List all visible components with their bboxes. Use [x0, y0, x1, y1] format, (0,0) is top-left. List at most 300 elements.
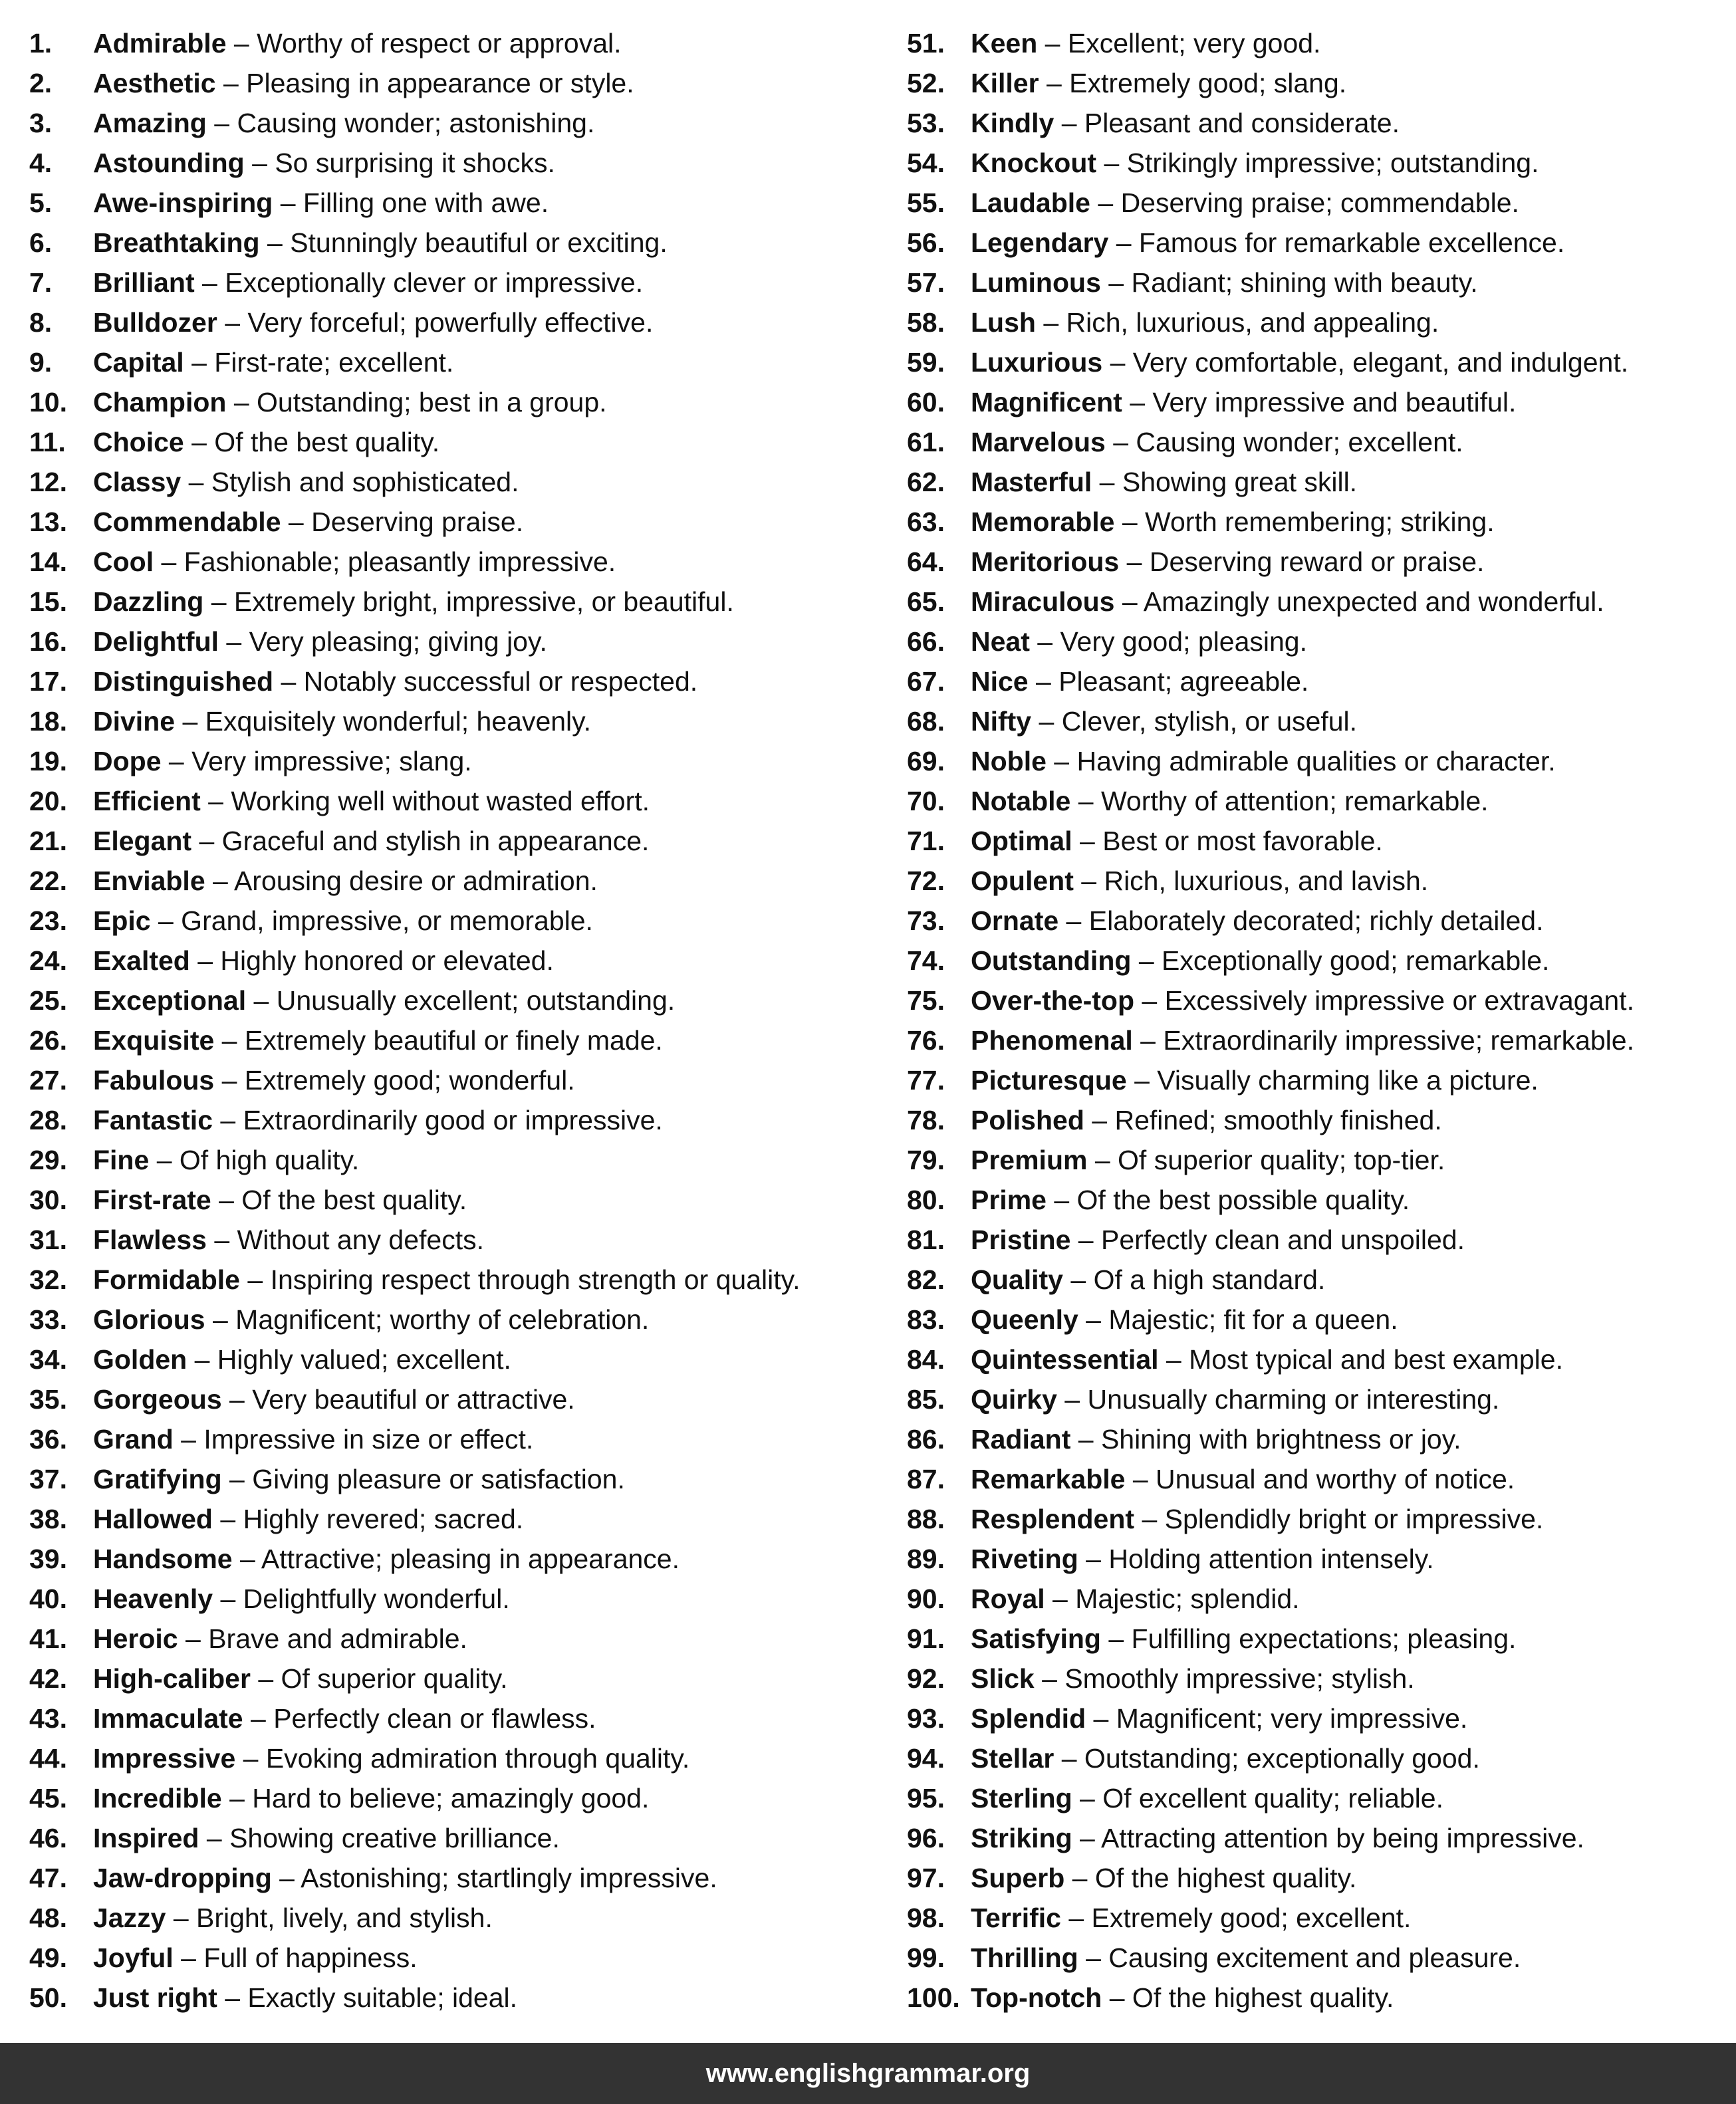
entry-text: [971, 302, 1439, 342]
entry-definition: – Exceptionally clever or impressive.: [194, 267, 644, 298]
entry-word: Fabulous: [93, 1065, 215, 1096]
list-item: [29, 701, 880, 741]
entry-text: [971, 1220, 1465, 1260]
entry-text: [971, 422, 1463, 462]
entry-word: Champion: [93, 387, 227, 417]
entry-number: 79.: [907, 1145, 945, 1175]
list-item: [29, 1020, 880, 1060]
entry-word: Optimal: [971, 826, 1072, 856]
entry-word: Pristine: [971, 1225, 1071, 1255]
entry-number: 42.: [29, 1663, 67, 1694]
entry-text: [93, 1818, 560, 1858]
entry-number: 10.: [29, 387, 67, 417]
entry-definition: – Hard to believe; amazingly good.: [221, 1783, 650, 1813]
entry-text: [971, 1459, 1515, 1499]
list-item: [29, 1220, 880, 1260]
entry-number: 97.: [907, 1863, 945, 1893]
entry-number: 5.: [29, 187, 53, 218]
entry-word: Incredible: [93, 1783, 222, 1813]
entry-text: [971, 1818, 1584, 1858]
entry-number: 17.: [29, 666, 67, 697]
entry-text: [93, 1180, 467, 1220]
entry-text: [93, 143, 555, 183]
entry-text: [93, 342, 453, 382]
entry-number: 72.: [907, 866, 945, 896]
entry-text: [93, 622, 547, 661]
entry-number: 56.: [907, 227, 945, 258]
entry-word: Notable: [971, 786, 1071, 816]
entry-definition: – Most typical and best example.: [1158, 1344, 1563, 1375]
list-item: [29, 1698, 880, 1738]
entry-definition: – Astonishing; startlingly impressive.: [271, 1863, 717, 1893]
entry-word: Top-notch: [971, 1982, 1102, 2013]
entry-definition: – Bright, lively, and stylish.: [166, 1903, 493, 1933]
entry-text: [971, 582, 1604, 622]
entry-definition: – Amazingly unexpected and wonderful.: [1114, 586, 1604, 617]
entry-definition: – Worth remembering; striking.: [1114, 507, 1495, 537]
list-item: [907, 1100, 1731, 1140]
entry-definition: – Fulfilling expectations; pleasing.: [1100, 1623, 1517, 1654]
entry-number: 64.: [907, 546, 945, 577]
entry-text: [971, 661, 1308, 701]
list-item: [29, 1539, 880, 1579]
entry-number: 65.: [907, 586, 945, 617]
entry-text: [971, 1020, 1634, 1060]
entry-number: 24.: [29, 945, 67, 976]
entry-number: 71.: [907, 826, 945, 856]
list-item: [29, 342, 880, 382]
entry-word: Miraculous: [971, 586, 1115, 617]
entry-definition: – Inspiring respect through strength or quality.: [239, 1264, 801, 1295]
list-item: [29, 143, 880, 183]
entry-word: Royal: [971, 1583, 1045, 1614]
list-item: [907, 901, 1731, 941]
entry-word: Thrilling: [971, 1942, 1078, 1973]
entry-number: 15.: [29, 586, 67, 617]
entry-text: [93, 502, 523, 542]
list-item: [29, 1778, 880, 1818]
entry-text: [971, 1300, 1398, 1340]
entry-word: Magnificent: [971, 387, 1122, 417]
entry-definition: – Outstanding; best in a group.: [226, 387, 607, 417]
entry-word: Grand: [93, 1424, 174, 1455]
entry-definition: – Notably successful or respected.: [273, 666, 698, 697]
list-item: [907, 302, 1731, 342]
entry-word: Brilliant: [93, 267, 195, 298]
entry-word: Outstanding: [971, 945, 1132, 976]
list-item: [29, 1898, 880, 1938]
entry-definition: – Of high quality.: [149, 1145, 360, 1175]
entry-text: [93, 23, 622, 63]
entry-number: 60.: [907, 387, 945, 417]
list-item: [907, 1619, 1731, 1659]
entry-number: 80.: [907, 1185, 945, 1215]
entry-word: Phenomenal: [971, 1025, 1133, 1056]
entry-word: Knockout: [971, 148, 1097, 178]
entry-number: 86.: [907, 1424, 945, 1455]
entry-number: 63.: [907, 507, 945, 537]
entry-definition: – Causing wonder; astonishing.: [206, 108, 595, 138]
entry-definition: – Filling one with awe.: [273, 187, 549, 218]
entry-number: 32.: [29, 1264, 67, 1295]
entry-word: Laudable: [971, 187, 1090, 218]
entry-definition: – Causing wonder; excellent.: [1105, 427, 1463, 457]
entry-number: 39.: [29, 1544, 67, 1574]
entry-word: Amazing: [93, 108, 207, 138]
entry-number: 83.: [907, 1304, 945, 1335]
list-item: [907, 1220, 1731, 1260]
entry-text: [971, 1738, 1480, 1778]
entry-text: [971, 63, 1346, 103]
entry-number: 90.: [907, 1583, 945, 1614]
entry-definition: – Magnificent; worthy of celebration.: [205, 1304, 650, 1335]
entry-number: 81.: [907, 1225, 945, 1255]
entry-definition: – Radiant; shining with beauty.: [1100, 267, 1478, 298]
entry-number: 12.: [29, 467, 67, 497]
entry-number: 75.: [907, 985, 945, 1016]
entry-number: 100.: [907, 1982, 960, 2013]
entry-text: [93, 1778, 649, 1818]
entry-number: 84.: [907, 1344, 945, 1375]
entry-word: Dope: [93, 746, 162, 776]
entry-number: 68.: [907, 706, 945, 737]
entry-word: Exalted: [93, 945, 190, 976]
entry-definition: – Very forceful; powerfully effective.: [217, 307, 654, 338]
word-list: [29, 23, 1718, 2018]
list-item: [29, 861, 880, 901]
list-item: [29, 422, 880, 462]
entry-number: 28.: [29, 1105, 67, 1135]
entry-text: [971, 941, 1549, 981]
entry-definition: – Highly revered; sacred.: [212, 1504, 524, 1534]
entry-word: Distinguished: [93, 666, 274, 697]
entry-number: 22.: [29, 866, 67, 896]
list-item: [29, 741, 880, 781]
entry-word: Prime: [971, 1185, 1047, 1215]
entry-number: 18.: [29, 706, 67, 737]
entry-definition: – Of superior quality; top-tier.: [1087, 1145, 1445, 1175]
entry-number: 55.: [907, 187, 945, 218]
entry-definition: – Rich, luxurious, and appealing.: [1035, 307, 1439, 338]
entry-number: 45.: [29, 1783, 67, 1813]
entry-definition: – Elaborately decorated; richly detailed.: [1058, 905, 1544, 936]
entry-number: 36.: [29, 1424, 67, 1455]
entry-text: [93, 1060, 575, 1100]
entry-text: [93, 821, 649, 861]
entry-text: [93, 1220, 484, 1260]
list-item: [29, 502, 880, 542]
entry-number: 59.: [907, 347, 945, 378]
entry-definition: – Visually charming like a picture.: [1126, 1065, 1539, 1096]
entry-definition: – Very pleasing; giving joy.: [219, 626, 547, 657]
entry-number: 67.: [907, 666, 945, 697]
entry-word: Enviable: [93, 866, 205, 896]
entry-text: [93, 1100, 663, 1140]
entry-text: [93, 1140, 359, 1180]
list-item: [29, 302, 880, 342]
entry-definition: – First-rate; excellent.: [184, 347, 454, 378]
list-item: [29, 1579, 880, 1619]
entry-word: Neat: [971, 626, 1030, 657]
entry-text: [93, 701, 591, 741]
entry-number: 87.: [907, 1464, 945, 1494]
list-item: [907, 1020, 1731, 1060]
list-item: [907, 422, 1731, 462]
list-item: [29, 1938, 880, 1978]
entry-text: [93, 1858, 717, 1898]
list-item: [907, 582, 1731, 622]
entry-text: [93, 781, 650, 821]
entry-word: Gorgeous: [93, 1384, 222, 1415]
entry-definition: – Unusually excellent; outstanding.: [246, 985, 676, 1016]
entry-text: [93, 1698, 596, 1738]
entry-word: Killer: [971, 68, 1039, 98]
list-item: [29, 1459, 880, 1499]
list-item: [907, 1499, 1731, 1539]
entry-text: [93, 223, 668, 263]
entry-text: [93, 542, 616, 582]
list-item: [29, 1419, 880, 1459]
entry-definition: – Strikingly impressive; outstanding.: [1096, 148, 1539, 178]
entry-word: Aesthetic: [93, 68, 216, 98]
entry-definition: – Extremely beautiful or finely made.: [214, 1025, 663, 1056]
entry-text: [93, 1300, 649, 1340]
entry-word: Just right: [93, 1982, 217, 2013]
list-item: [907, 1858, 1731, 1898]
entry-word: Jaw-dropping: [93, 1863, 272, 1893]
list-item: [29, 1738, 880, 1778]
entry-text: [93, 1659, 508, 1698]
entry-number: 48.: [29, 1903, 67, 1933]
entry-definition: – Extremely good; excellent.: [1060, 1903, 1412, 1933]
entry-word: Cool: [93, 546, 154, 577]
list-item: [907, 342, 1731, 382]
entry-definition: – Of the best quality.: [184, 427, 440, 457]
entry-text: [93, 1499, 523, 1539]
entry-word: Opulent: [971, 866, 1074, 896]
list-item: [907, 143, 1731, 183]
entry-text: [971, 861, 1428, 901]
entry-text: [93, 422, 439, 462]
entry-text: [971, 1659, 1415, 1698]
entry-definition: – Deserving praise; commendable.: [1090, 187, 1519, 218]
entry-text: [971, 263, 1478, 302]
entry-definition: – Stylish and sophisticated.: [181, 467, 519, 497]
list-item: [907, 701, 1731, 741]
entry-number: 49.: [29, 1942, 67, 1973]
entry-word: Terrific: [971, 1903, 1061, 1933]
entry-word: Joyful: [93, 1942, 174, 1973]
entry-text: [93, 1379, 575, 1419]
entry-number: 85.: [907, 1384, 945, 1415]
entry-text: [93, 1619, 467, 1659]
entry-definition: – Outstanding; exceptionally good.: [1054, 1743, 1480, 1774]
entry-number: 38.: [29, 1504, 67, 1534]
entry-word: Polished: [971, 1105, 1084, 1135]
list-item: [907, 1938, 1731, 1978]
entry-word: Glorious: [93, 1304, 205, 1335]
entry-definition: – Of the best quality.: [211, 1185, 467, 1215]
entry-definition: – Very impressive and beautiful.: [1122, 387, 1517, 417]
list-item: [29, 622, 880, 661]
list-item: [29, 1100, 880, 1140]
entry-word: Exceptional: [93, 985, 247, 1016]
list-item: [29, 263, 880, 302]
entry-number: 44.: [29, 1743, 67, 1774]
entry-definition: – Exquisitely wonderful; heavenly.: [175, 706, 592, 737]
list-item: [29, 183, 880, 223]
entry-definition: – Worthy of respect or approval.: [226, 28, 622, 58]
list-item: [907, 821, 1731, 861]
entry-definition: – Of the best possible quality.: [1046, 1185, 1410, 1215]
entry-definition: – Showing creative brilliance.: [199, 1823, 560, 1853]
entry-number: 2.: [29, 68, 53, 98]
list-item: [29, 1260, 880, 1300]
entry-number: 16.: [29, 626, 67, 657]
list-item: [907, 741, 1731, 781]
entry-definition: – Shining with brightness or joy.: [1070, 1424, 1461, 1455]
entry-text: [93, 861, 598, 901]
list-item: [907, 1300, 1731, 1340]
entry-number: 41.: [29, 1623, 67, 1654]
list-item: [907, 1459, 1731, 1499]
entry-text: [93, 1978, 517, 2018]
list-item: [907, 1060, 1731, 1100]
list-item: [907, 622, 1731, 661]
entry-word: Slick: [971, 1663, 1035, 1694]
entry-definition: – Evoking admiration through quality.: [235, 1743, 690, 1774]
entry-text: [971, 622, 1307, 661]
entry-number: 27.: [29, 1065, 67, 1096]
entry-definition: – Full of happiness.: [173, 1942, 418, 1973]
entry-word: Picturesque: [971, 1065, 1127, 1096]
entry-word: Delightful: [93, 626, 219, 657]
entry-definition: – Attracting attention by being impressive.: [1072, 1823, 1584, 1853]
entry-text: [971, 1539, 1434, 1579]
list-item: [907, 1379, 1731, 1419]
entry-number: 89.: [907, 1544, 945, 1574]
entry-word: Commendable: [93, 507, 281, 537]
entry-text: [93, 63, 634, 103]
entry-word: Premium: [971, 1145, 1088, 1175]
list-item: [907, 781, 1731, 821]
entry-word: High-caliber: [93, 1663, 251, 1694]
entry-word: Sterling: [971, 1783, 1072, 1813]
word-list-column-left: [29, 23, 880, 2018]
entry-number: 34.: [29, 1344, 67, 1375]
entry-number: 14.: [29, 546, 67, 577]
entry-number: 37.: [29, 1464, 67, 1494]
footer-url: www.englishgrammar.org: [705, 2059, 1031, 2088]
entry-definition: – Majestic; fit for a queen.: [1078, 1304, 1398, 1335]
entry-word: Inspired: [93, 1823, 199, 1853]
entry-number: 61.: [907, 427, 945, 457]
entry-text: [971, 1260, 1325, 1300]
entry-definition: – Fashionable; pleasantly impressive.: [154, 546, 616, 577]
entry-text: [93, 183, 549, 223]
entry-number: 77.: [907, 1065, 945, 1096]
entry-number: 8.: [29, 307, 53, 338]
entry-definition: – Very beautiful or attractive.: [221, 1384, 575, 1415]
entry-number: 31.: [29, 1225, 67, 1255]
entry-word: Radiant: [971, 1424, 1071, 1455]
entry-number: 88.: [907, 1504, 945, 1534]
entry-text: [971, 1100, 1442, 1140]
entry-word: Immaculate: [93, 1703, 243, 1734]
list-item: [29, 1499, 880, 1539]
list-item: [907, 263, 1731, 302]
entry-word: Epic: [93, 905, 151, 936]
entry-definition: – Unusually charming or interesting.: [1056, 1384, 1500, 1415]
entry-number: 46.: [29, 1823, 67, 1853]
entry-number: 58.: [907, 307, 945, 338]
entry-word: Remarkable: [971, 1464, 1126, 1494]
entry-text: [971, 1619, 1516, 1659]
entry-number: 43.: [29, 1703, 67, 1734]
entry-text: [93, 941, 554, 981]
entry-text: [971, 1858, 1356, 1898]
entry-definition: – Magnificent; very impressive.: [1086, 1703, 1468, 1734]
entry-text: [971, 901, 1543, 941]
entry-word: Astounding: [93, 148, 245, 178]
entry-definition: – Deserving praise.: [281, 507, 524, 537]
entry-definition: – Highly valued; excellent.: [187, 1344, 511, 1375]
entry-word: Legendary: [971, 227, 1109, 258]
entry-definition: – Brave and admirable.: [178, 1623, 467, 1654]
entry-text: [971, 183, 1519, 223]
entry-word: Kindly: [971, 108, 1054, 138]
entry-number: 30.: [29, 1185, 67, 1215]
entry-definition: – Refined; smoothly finished.: [1084, 1105, 1442, 1135]
entry-word: Quirky: [971, 1384, 1057, 1415]
entry-number: 21.: [29, 826, 67, 856]
list-item: [907, 1978, 1731, 2018]
entry-word: Admirable: [93, 28, 227, 58]
entry-word: Flawless: [93, 1225, 207, 1255]
list-item: [907, 1419, 1731, 1459]
entry-definition: – Holding attention intensely.: [1078, 1544, 1434, 1574]
entry-number: 6.: [29, 227, 53, 258]
entry-word: Gratifying: [93, 1464, 222, 1494]
entry-definition: – Impressive in size or effect.: [173, 1424, 534, 1455]
list-item: [29, 781, 880, 821]
entry-word: Resplendent: [971, 1504, 1135, 1534]
list-item: [29, 1180, 880, 1220]
entry-word: Splendid: [971, 1703, 1086, 1734]
list-item: [907, 1140, 1731, 1180]
entry-number: 98.: [907, 1903, 945, 1933]
list-item: [29, 821, 880, 861]
entry-text: [971, 1698, 1467, 1738]
entry-text: [971, 1579, 1300, 1619]
entry-definition: – Of the highest quality.: [1064, 1863, 1357, 1893]
list-item: [907, 1180, 1731, 1220]
entry-text: [971, 1898, 1411, 1938]
list-item: [29, 382, 880, 422]
entry-definition: – Exceptionally good; remarkable.: [1131, 945, 1550, 976]
list-item: [907, 382, 1731, 422]
entry-definition: – Rich, luxurious, and lavish.: [1073, 866, 1429, 896]
entry-text: [971, 781, 1489, 821]
entry-number: 54.: [907, 148, 945, 178]
entry-text: [93, 1938, 418, 1978]
entry-word: Formidable: [93, 1264, 240, 1295]
entry-text: [971, 1419, 1461, 1459]
word-list-column-right: [907, 23, 1731, 2018]
entry-word: Memorable: [971, 507, 1115, 537]
entry-word: Jazzy: [93, 1903, 166, 1933]
entry-number: 7.: [29, 267, 53, 298]
